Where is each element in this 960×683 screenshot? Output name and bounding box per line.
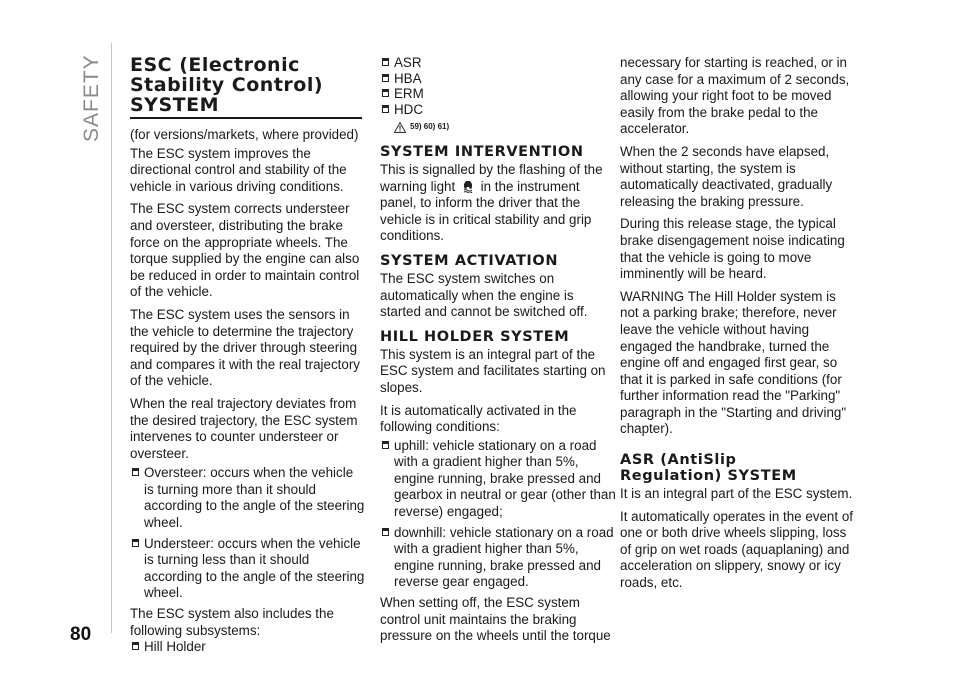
subsystem-list	[380, 55, 616, 117]
paragraph: The ESC system switches on automatically when the engine is started and cannot be switched off.	[380, 270, 588, 320]
heading-line-2: Regulation) SYSTEM	[620, 468, 797, 485]
list-item-text: ERM	[394, 86, 424, 102]
bullet-icon	[382, 89, 389, 97]
paragraph: It automatically operates in the event of one or both drive wheels slipping, loss of grip on wet roads (aquaplaning) and acceleration on slippery, snowy or icy roads, etc.	[620, 508, 853, 591]
column-2	[380, 55, 616, 651]
list-item	[380, 71, 616, 87]
list-item	[130, 639, 366, 656]
section-label	[78, 52, 102, 142]
page-title	[130, 55, 366, 115]
title-line-1: ESC (Electronic	[130, 54, 300, 76]
paragraph: When setting off, the ESC system control unit maintains the braking pressure on the wheels until the torque	[380, 595, 611, 644]
paragraph-text: This is signalled by the flashing of the warning light	[380, 161, 603, 194]
bullet-icon	[382, 105, 389, 113]
list-item-text: uphill: vehicle stationary on a road with a gradient higher than 5%, engine running, brake pressed and gearbox in neutral or gear (other than reverse) engaged;	[394, 437, 616, 520]
title-line-2: Stability Control)	[130, 74, 324, 96]
section-heading: SYSTEM INTERVENTION	[380, 143, 584, 160]
list-item-text: HBA	[394, 70, 422, 86]
bullet-icon	[132, 642, 139, 650]
paragraph: When the 2 seconds have elapsed, without starting, the system is automatically deactivated, gradually releasing the braking pressure.	[620, 143, 833, 209]
list-item-text: HDC	[394, 101, 424, 117]
section-heading: HILL HOLDER SYSTEM	[380, 328, 570, 345]
paragraph: The ESC system corrects understeer and oversteer, distributing the brake force on the appropriate wheels. The torque supplied by the engine can also be reduced in order to maintain control of the vehicle.	[130, 201, 360, 300]
bullet-icon	[382, 58, 389, 66]
list-item	[380, 525, 616, 591]
list-item	[380, 55, 616, 71]
heading-line-1: ASR (AntiSlip	[620, 452, 737, 469]
list-item	[380, 86, 616, 102]
list-item	[380, 102, 616, 118]
column-3	[620, 55, 856, 598]
paragraph: The ESC system also includes the following subsystems:	[130, 606, 334, 638]
paragraph: It is automatically activated in the following conditions:	[380, 402, 577, 435]
paragraph: (for versions/markets, where provided)	[130, 127, 359, 142]
paragraph: This system is an integral part of the ESC system and facilitates starting on slopes.	[380, 346, 606, 395]
section-label-text: SAFETY	[80, 54, 103, 142]
section-heading: SYSTEM ACTIVATION	[380, 252, 559, 269]
sidebar-divider	[111, 43, 112, 633]
title-underline	[130, 117, 362, 119]
list-item-text: Oversteer: occurs when the vehicle is turning more than it should according to the angle of the steering wheel.	[144, 465, 365, 531]
warning-references	[394, 119, 616, 136]
list-item-text: Hill Holder	[144, 639, 206, 655]
paragraph: The ESC system uses the sensors in the vehicle to determine the trajectory required by the driver through steering and compares it with the real trajectory of the vehicle.	[130, 306, 360, 389]
bullet-icon	[382, 528, 389, 536]
list-item	[380, 438, 616, 521]
warning-reference-numbers: 59) 60) 61)	[410, 122, 450, 132]
bullet-icon	[382, 441, 389, 449]
paragraph-text: in the instrument panel, to inform the driver that the vehicle is in critical stability and grip conditions.	[380, 178, 592, 244]
page-number: 80	[70, 624, 92, 645]
paragraph: When the real trajectory deviates from the desired trajectory, the ESC system intervenes to counter understeer or oversteer.	[130, 395, 358, 461]
paragraph: It is an integral part of the ESC system.	[620, 486, 853, 502]
paragraph: The ESC system improves the directional control and stability of the vehicle in various driving conditions.	[130, 145, 347, 194]
warning-note: WARNING The Hill Holder system is not a parking brake; therefore, never leave the vehicle without having engaged the handbrake, turned the engine off and engaged first gear, so that it is parked in safe conditions (for further information read the "Parking" paragraph in the "Starting and driving" chapter).	[620, 288, 847, 437]
list-item-text: ASR	[394, 55, 422, 70]
bullet-icon	[132, 539, 139, 547]
bullet-icon	[132, 468, 139, 476]
section-heading	[620, 452, 856, 484]
list-item	[130, 536, 366, 602]
paragraph	[380, 162, 616, 245]
paragraph: necessary for starting is reached, or in any case for a maximum of 2 seconds, allowing your right foot to be moved easily from the brake pedal to the accelerator.	[620, 55, 850, 137]
paragraph: During this release stage, the typical brake disengagement noise indicating that the vehicle is going to move imminently will be heard.	[620, 216, 845, 282]
column-1	[130, 55, 366, 656]
list-item-text: Understeer: occurs when the vehicle is turning less than it should according to the angle of the steering wheel.	[144, 535, 365, 601]
title-line-3: SYSTEM	[130, 94, 219, 116]
warning-triangle-icon	[394, 122, 406, 133]
list-item	[130, 465, 366, 531]
list-item-text: downhill: vehicle stationary on a road with a gradient higher than 5%, engine running, brake pressed and reverse gear engaged.	[394, 524, 614, 590]
bullet-icon	[382, 74, 389, 82]
esc-warning-light-icon	[461, 179, 475, 193]
